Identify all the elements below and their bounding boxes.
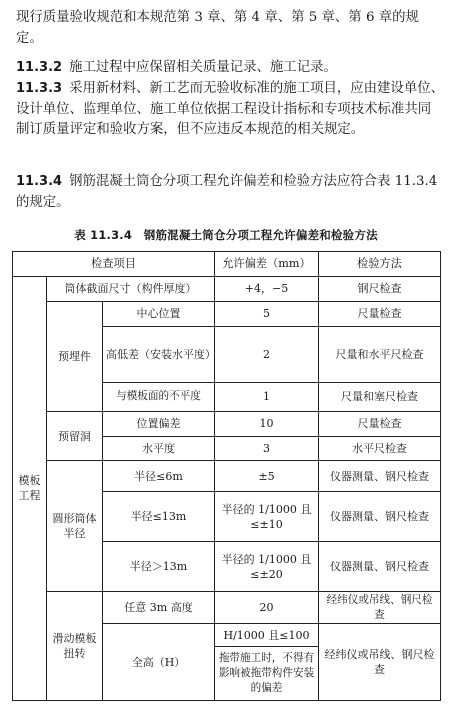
cell-item: 半径＞13m xyxy=(103,542,215,592)
cell-tolerance: 2 xyxy=(215,326,319,382)
clause-11-3-2 xyxy=(16,58,444,79)
clause-11-3-4 xyxy=(16,172,444,213)
table-row xyxy=(13,592,441,624)
subgroup-embedded-parts: 预埋件 xyxy=(47,301,103,411)
cell-method: 钢尺检查 xyxy=(319,276,441,301)
paragraph-text: 现行质量验收规范和本规范第 3 章、第 4 章、第 5 章、第 6 章的规定。 xyxy=(16,10,419,46)
header-method: 检验方法 xyxy=(319,252,441,277)
cell-method: 尺量检查 xyxy=(319,301,441,326)
cell-item: 半径≤13m xyxy=(103,492,215,542)
cell-item: 位置偏差 xyxy=(103,411,215,436)
cell-tolerance-note: 拖带施工时，不得有影响被拖带构件安装的偏差 xyxy=(215,646,319,700)
cell-item: 全高（H） xyxy=(103,624,215,701)
cell-method: 尺量检查 xyxy=(319,411,441,436)
cell-method: 经纬仪或吊线、钢尺检查 xyxy=(319,624,441,701)
cell-item: 筒体截面尺寸（构件厚度） xyxy=(47,276,215,301)
header-item: 检查项目 xyxy=(13,252,215,277)
table-caption: 表 11.3.4 钢筋混凝土筒仓分项工程允许偏差和检验方法 xyxy=(74,228,378,242)
paragraph-continued xyxy=(16,8,444,49)
cell-tolerance: ±5 xyxy=(215,461,319,492)
clause-number: 11.3.2 xyxy=(16,60,63,75)
cell-tolerance: H/1000 且≤100 xyxy=(215,624,319,647)
clause-number: 11.3.4 xyxy=(16,174,63,189)
subgroup-slipform-torsion: 滑动模板扭转 xyxy=(47,592,103,701)
cell-tolerance: 半径的 1/1000 且≤±20 xyxy=(215,542,319,592)
cell-method: 仪器测量、钢尺检查 xyxy=(319,542,441,592)
cell-method: 尺量和水平尺检查 xyxy=(319,326,441,382)
table-row xyxy=(13,301,441,326)
cell-item: 高低差（安装水平度） xyxy=(103,326,215,382)
cell-item: 任意 3m 高度 xyxy=(103,592,215,624)
table-header-row xyxy=(13,252,441,277)
cell-tolerance: +4，−5 xyxy=(215,276,319,301)
cell-method: 经纬仪或吊线、钢尺检查 xyxy=(319,592,441,624)
clause-text: 采用新材料、新工艺而无验收标准的施工项目，应由建设单位、设计单位、监理单位、施工单位依据工程设计指标和专项技术标准共同制订质量评定和验收方案，但不应违反本规范的相关规定。 xyxy=(16,81,444,137)
table-row xyxy=(13,461,441,492)
subgroup-cylinder-radius: 圆形筒体半径 xyxy=(47,461,103,592)
cell-tolerance: 5 xyxy=(215,301,319,326)
cell-tolerance: 20 xyxy=(215,592,319,624)
cell-tolerance: 10 xyxy=(215,411,319,436)
cell-tolerance: 半径的 1/1000 且≤±10 xyxy=(215,492,319,542)
group-label-formwork: 模板工程 xyxy=(13,276,47,700)
clause-number: 11.3.3 xyxy=(16,81,63,96)
cell-item: 与模板面的不平度 xyxy=(103,382,215,411)
clause-11-3-3 xyxy=(16,79,444,141)
cell-tolerance: 3 xyxy=(215,436,319,461)
table-row xyxy=(13,411,441,436)
tolerance-table xyxy=(12,251,441,701)
cell-method: 水平尺检查 xyxy=(319,436,441,461)
clause-text: 钢筋混凝土筒仓分项工程允许偏差和检验方法应符合表 11.3.4 的规定。 xyxy=(16,174,438,210)
header-tolerance: 允许偏差（mm） xyxy=(215,252,319,277)
cell-method: 尺量和塞尺检查 xyxy=(319,382,441,411)
cell-item: 中心位置 xyxy=(103,301,215,326)
clause-text: 施工过程中应保留相关质量记录、施工记录。 xyxy=(69,60,337,75)
cell-item: 水平度 xyxy=(103,436,215,461)
cell-method: 仪器测量、钢尺检查 xyxy=(319,461,441,492)
cell-method: 仪器测量、钢尺检查 xyxy=(319,492,441,542)
cell-item: 半径≤6m xyxy=(103,461,215,492)
cell-tolerance: 1 xyxy=(215,382,319,411)
subgroup-reserved-holes: 预留洞 xyxy=(47,411,103,461)
table-row xyxy=(13,276,441,301)
